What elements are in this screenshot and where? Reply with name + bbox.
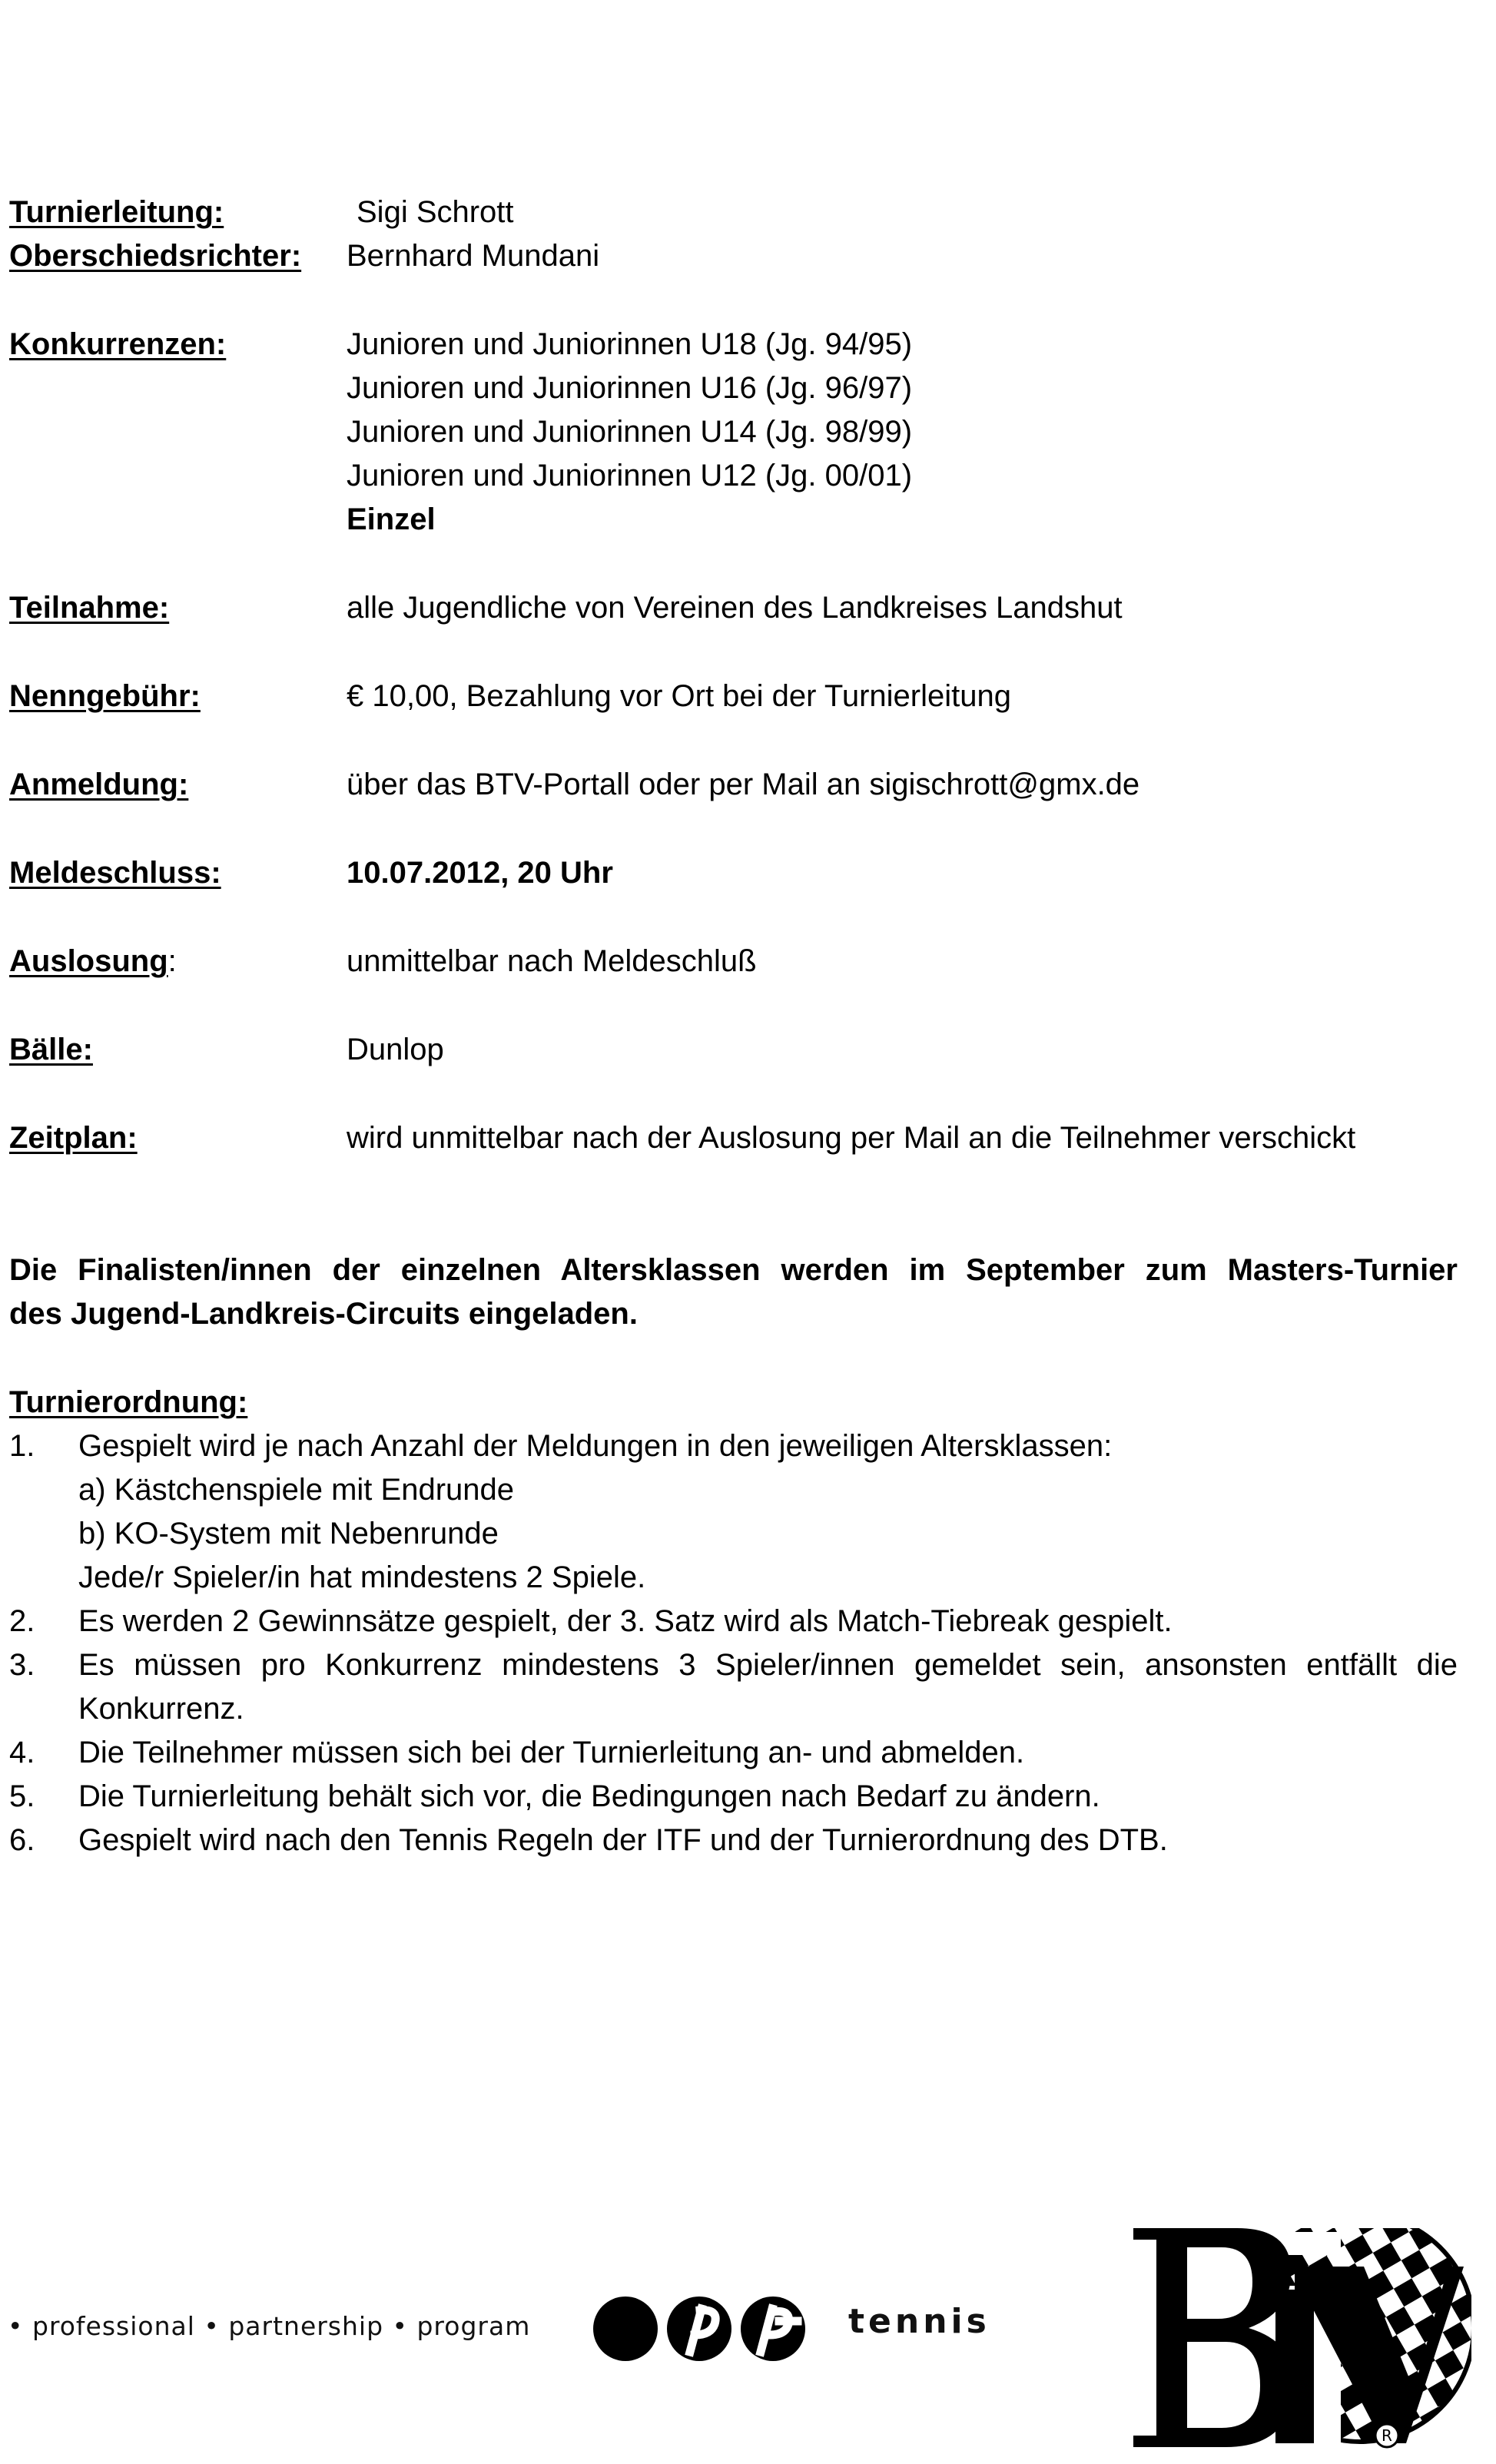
oberschiedsrichter-label: Oberschiedsrichter: xyxy=(9,239,302,273)
zeitplan-value: wird unmittelbar nach der Auslosung per Mail an die Teilnehmer verschickt xyxy=(347,1121,1356,1155)
auslosung-colon: : xyxy=(168,944,177,978)
nenngebuehr-label: Nenngebühr: xyxy=(9,679,201,713)
rule-text: Es werden 2 Gewinnsätze gespielt, der 3. Satz wird als Match-Tiebreak gespielt. xyxy=(78,1604,1173,1638)
turnierleitung-value: Sigi Schrott xyxy=(357,195,514,229)
rule-sub-item: b) KO-System mit Nebenrunde xyxy=(78,1517,499,1550)
rule-number: 1. xyxy=(9,1429,35,1463)
rule-number: 5. xyxy=(9,1779,35,1813)
rule-number: 6. xyxy=(9,1823,35,1857)
program-tagline: • professional • partnership • program xyxy=(8,2311,531,2341)
finalists-line-2: des Jugend-Landkreis-Circuits eingeladen. xyxy=(9,1297,638,1331)
anmeldung-value: über das BTV-Portall oder per Mail an sigischrott@gmx.de xyxy=(347,768,1140,801)
rule-text: Gespielt wird nach den Tennis Regeln der ITF und der Turnierordnung des DTB. xyxy=(78,1823,1168,1857)
teilnahme-value: alle Jugendliche von Vereinen des Landkreises Landshut xyxy=(347,591,1123,625)
auslosung-label-wrap xyxy=(9,946,177,977)
zeitplan-label: Zeitplan: xyxy=(9,1121,138,1155)
finalists-line-1: Die Finalisten/innen der einzelnen Altersklassen werden im September zum Masters-Turnier xyxy=(9,1253,1458,1287)
auslosung-label: Auslosung xyxy=(9,944,168,978)
konkurrenzen-line: Junioren und Juniorinnen U14 (Jg. 98/99) xyxy=(347,415,913,449)
baelle-value: Dunlop xyxy=(347,1033,444,1066)
konkurrenzen-line: Junioren und Juniorinnen U12 (Jg. 00/01) xyxy=(347,459,913,492)
rule-number: 2. xyxy=(9,1604,35,1638)
turnierleitung-label: Turnierleitung: xyxy=(9,195,224,229)
teilnahme-label: Teilnahme: xyxy=(9,591,170,625)
btv-crest-icon xyxy=(1110,2213,1471,2459)
baelle-label: Bälle: xyxy=(9,1033,93,1066)
rule-text: Die Turnierleitung behält sich vor, die Bedingungen nach Bedarf zu ändern. xyxy=(78,1779,1100,1813)
rule-number: 3. xyxy=(9,1648,35,1682)
tennis-wordmark: tennis xyxy=(848,2302,990,2341)
auslosung-value: unmittelbar nach Meldeschluß xyxy=(347,944,757,978)
rule-text: Es müssen pro Konkurrenz mindestens 3 Spieler/innen gemeldet sein, ansonsten entfällt die xyxy=(78,1648,1458,1682)
nenngebuehr-value: € 10,00, Bezahlung vor Ort bei der Turnierleitung xyxy=(347,679,1011,713)
rule-text: Die Teilnehmer müssen sich bei der Turnierleitung an- und abmelden. xyxy=(78,1736,1025,1769)
konkurrenzen-einzel: Einzel xyxy=(347,502,436,536)
svg-text:R: R xyxy=(1382,2426,1392,2445)
konkurrenzen-line: Junioren und Juniorinnen U16 (Jg. 96/97) xyxy=(347,371,913,405)
rule-sub-item: Jede/r Spieler/in hat mindestens 2 Spiele. xyxy=(78,1560,646,1594)
rule-text-continuation: Konkurrenz. xyxy=(78,1692,244,1726)
turnierordnung-title: Turnierordnung: xyxy=(9,1385,248,1419)
konkurrenzen-label: Konkurrenzen: xyxy=(9,327,227,361)
konkurrenzen-line: Junioren und Juniorinnen U18 (Jg. 94/95) xyxy=(347,327,913,361)
btv-logo xyxy=(1110,2213,1471,2464)
rule-sub-item: a) Kästchenspiele mit Endrunde xyxy=(78,1473,514,1507)
rule-number: 4. xyxy=(9,1736,35,1769)
meldeschluss-label: Meldeschluss: xyxy=(9,856,221,890)
meldeschluss-value: 10.07.2012, 20 Uhr xyxy=(347,856,613,890)
rule-text: Gespielt wird je nach Anzahl der Meldungen in den jeweiligen Altersklassen: xyxy=(78,1429,1113,1463)
oberschiedsrichter-value: Bernhard Mundani xyxy=(347,239,600,273)
anmeldung-label: Anmeldung: xyxy=(9,768,189,801)
